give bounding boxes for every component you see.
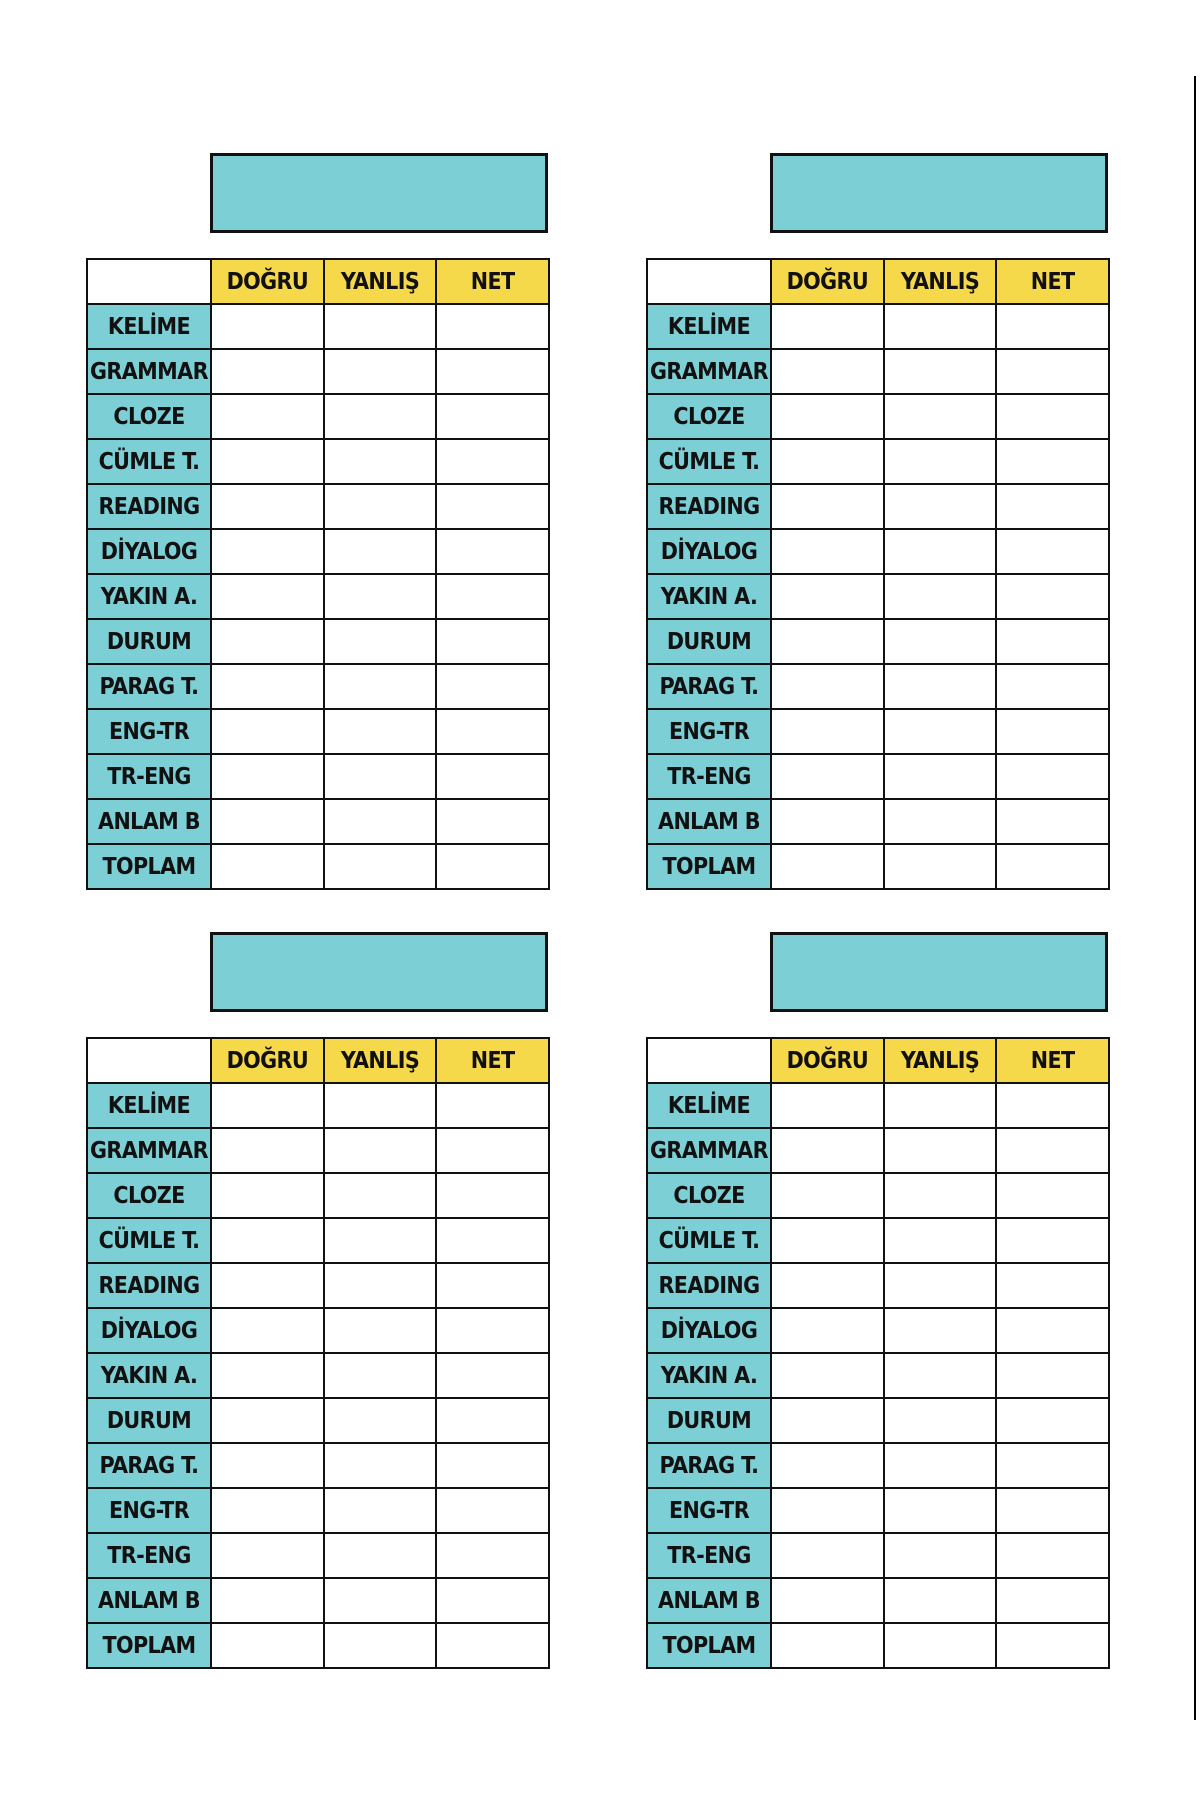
table-row <box>87 1308 549 1353</box>
table-row <box>647 1263 1109 1308</box>
row-label: DURUM <box>87 619 211 664</box>
score-entry-cell[interactable] <box>996 484 1109 529</box>
row-label: ANLAM B <box>647 799 771 844</box>
table-corner-cell <box>87 259 211 304</box>
table-corner-cell <box>87 1038 211 1083</box>
row-label: ENG-TR <box>647 1488 771 1533</box>
score-entry-cell[interactable] <box>436 754 549 799</box>
row-label: TOPLAM <box>87 844 211 889</box>
score-entry-cell[interactable] <box>996 1353 1109 1398</box>
score-entry-cell[interactable] <box>211 799 324 844</box>
score-entry-cell[interactable] <box>884 799 997 844</box>
score-entry-cell[interactable] <box>324 1578 437 1623</box>
score-entry-cell[interactable] <box>771 1128 884 1173</box>
score-entry-cell[interactable] <box>996 1128 1109 1173</box>
table-header-row <box>647 1038 1109 1083</box>
row-label: CÜMLE T. <box>87 439 211 484</box>
score-entry-cell[interactable] <box>324 709 437 754</box>
score-block-top-left <box>86 153 548 919</box>
row-label: GRAMMAR <box>647 349 771 394</box>
score-entry-cell[interactable] <box>436 1578 549 1623</box>
score-entry-cell[interactable] <box>436 709 549 754</box>
score-entry-cell[interactable] <box>324 1083 437 1128</box>
score-entry-cell[interactable] <box>436 664 549 709</box>
score-entry-cell[interactable] <box>324 1263 437 1308</box>
row-label: PARAG T. <box>647 664 771 709</box>
score-entry-cell[interactable] <box>324 574 437 619</box>
score-entry-cell[interactable] <box>996 1218 1109 1263</box>
row-label: DİYALOG <box>87 1308 211 1353</box>
score-entry-cell[interactable] <box>324 1488 437 1533</box>
score-entry-cell[interactable] <box>211 844 324 889</box>
score-entry-cell[interactable] <box>884 304 997 349</box>
score-entry-cell[interactable] <box>324 394 437 439</box>
table-row <box>87 754 549 799</box>
score-entry-cell[interactable] <box>436 1173 549 1218</box>
score-entry-cell[interactable] <box>996 439 1109 484</box>
score-entry-cell[interactable] <box>436 1263 549 1308</box>
row-label: PARAG T. <box>87 1443 211 1488</box>
row-label: DİYALOG <box>87 529 211 574</box>
table-row <box>647 1443 1109 1488</box>
score-entry-cell[interactable] <box>884 1443 997 1488</box>
row-label: YAKIN A. <box>647 574 771 619</box>
table-row <box>647 574 1109 619</box>
row-label: YAKIN A. <box>87 1353 211 1398</box>
row-label: ENG-TR <box>87 1488 211 1533</box>
table-row <box>87 709 549 754</box>
table-row <box>87 844 549 889</box>
row-label: DURUM <box>87 1398 211 1443</box>
column-header: YANLIŞ <box>324 1038 437 1083</box>
table-row <box>647 1578 1109 1623</box>
column-header: NET <box>996 1038 1109 1083</box>
score-entry-cell[interactable] <box>324 484 437 529</box>
table-header-row <box>87 259 549 304</box>
column-header: DOĞRU <box>771 259 884 304</box>
score-entry-cell[interactable] <box>436 439 549 484</box>
score-entry-cell[interactable] <box>996 529 1109 574</box>
score-entry-cell[interactable] <box>884 619 997 664</box>
block-title-box[interactable] <box>210 932 548 1012</box>
score-entry-cell[interactable] <box>771 484 884 529</box>
score-entry-cell[interactable] <box>324 754 437 799</box>
score-entry-cell[interactable] <box>771 1578 884 1623</box>
score-block-bottom-left <box>86 932 548 1698</box>
row-label: KELİME <box>87 1083 211 1128</box>
score-entry-cell[interactable] <box>771 1488 884 1533</box>
score-entry-cell[interactable] <box>771 304 884 349</box>
row-label: DİYALOG <box>647 529 771 574</box>
row-label: TR-ENG <box>647 754 771 799</box>
score-entry-cell[interactable] <box>211 709 324 754</box>
table-row <box>647 529 1109 574</box>
score-entry-cell[interactable] <box>211 439 324 484</box>
score-entry-cell[interactable] <box>436 1398 549 1443</box>
score-entry-cell[interactable] <box>996 574 1109 619</box>
score-entry-cell[interactable] <box>884 439 997 484</box>
score-entry-cell[interactable] <box>771 1083 884 1128</box>
score-entry-cell[interactable] <box>996 1398 1109 1443</box>
score-entry-cell[interactable] <box>211 754 324 799</box>
score-entry-cell[interactable] <box>771 664 884 709</box>
score-entry-cell[interactable] <box>996 1488 1109 1533</box>
table-row <box>87 1263 549 1308</box>
row-label: TR-ENG <box>647 1533 771 1578</box>
column-header: DOĞRU <box>771 1038 884 1083</box>
score-entry-cell[interactable] <box>996 1533 1109 1578</box>
row-label: ANLAM B <box>647 1578 771 1623</box>
score-entry-cell[interactable] <box>436 529 549 574</box>
row-label: PARAG T. <box>647 1443 771 1488</box>
table-row <box>87 664 549 709</box>
table-row <box>647 1533 1109 1578</box>
score-entry-cell[interactable] <box>324 1128 437 1173</box>
score-entry-cell[interactable] <box>884 484 997 529</box>
score-entry-cell[interactable] <box>324 1173 437 1218</box>
score-entry-cell[interactable] <box>771 1623 884 1668</box>
score-entry-cell[interactable] <box>211 1218 324 1263</box>
row-label: READING <box>647 484 771 529</box>
column-header: DOĞRU <box>211 259 324 304</box>
score-entry-cell[interactable] <box>211 1398 324 1443</box>
score-entry-cell[interactable] <box>884 574 997 619</box>
score-entry-cell[interactable] <box>884 1173 997 1218</box>
row-label: DURUM <box>647 1398 771 1443</box>
table-row <box>87 1578 549 1623</box>
row-label: TR-ENG <box>87 754 211 799</box>
score-entry-cell[interactable] <box>884 1623 997 1668</box>
score-entry-cell[interactable] <box>211 1128 324 1173</box>
score-entry-cell[interactable] <box>771 1263 884 1308</box>
row-label: READING <box>647 1263 771 1308</box>
table-row <box>647 1398 1109 1443</box>
score-entry-cell[interactable] <box>884 1218 997 1263</box>
score-entry-cell[interactable] <box>884 1488 997 1533</box>
row-label: CLOZE <box>87 1173 211 1218</box>
row-label: YAKIN A. <box>87 574 211 619</box>
table-row <box>87 1128 549 1173</box>
score-entry-cell[interactable] <box>996 709 1109 754</box>
table-row <box>87 529 549 574</box>
row-label: CÜMLE T. <box>87 1218 211 1263</box>
row-label: YAKIN A. <box>647 1353 771 1398</box>
score-entry-cell[interactable] <box>436 394 549 439</box>
row-label: CLOZE <box>647 1173 771 1218</box>
score-entry-cell[interactable] <box>996 1083 1109 1128</box>
score-entry-cell[interactable] <box>436 574 549 619</box>
score-entry-cell[interactable] <box>884 1578 997 1623</box>
score-entry-cell[interactable] <box>996 1308 1109 1353</box>
row-label: TOPLAM <box>647 1623 771 1668</box>
score-entry-cell[interactable] <box>771 1173 884 1218</box>
score-entry-cell[interactable] <box>436 1083 549 1128</box>
score-entry-cell[interactable] <box>211 1173 324 1218</box>
score-entry-cell[interactable] <box>771 844 884 889</box>
score-entry-cell[interactable] <box>324 439 437 484</box>
table-row <box>647 1308 1109 1353</box>
score-entry-cell[interactable] <box>884 349 997 394</box>
block-title-box[interactable] <box>210 153 548 233</box>
score-entry-cell[interactable] <box>884 754 997 799</box>
score-entry-cell[interactable] <box>436 484 549 529</box>
score-entry-cell[interactable] <box>771 394 884 439</box>
score-entry-cell[interactable] <box>324 1308 437 1353</box>
row-label: PARAG T. <box>87 664 211 709</box>
score-entry-cell[interactable] <box>884 529 997 574</box>
score-entry-cell[interactable] <box>996 1578 1109 1623</box>
table-row <box>87 1488 549 1533</box>
table-row <box>647 1083 1109 1128</box>
score-entry-cell[interactable] <box>884 844 997 889</box>
score-entry-cell[interactable] <box>884 1083 997 1128</box>
score-entry-cell[interactable] <box>324 844 437 889</box>
score-entry-cell[interactable] <box>884 1308 997 1353</box>
score-entry-cell[interactable] <box>771 349 884 394</box>
score-entry-cell[interactable] <box>324 304 437 349</box>
table-row <box>647 1128 1109 1173</box>
score-entry-cell[interactable] <box>996 1173 1109 1218</box>
row-label: GRAMMAR <box>87 349 211 394</box>
table-row <box>87 1353 549 1398</box>
score-entry-cell[interactable] <box>324 1353 437 1398</box>
score-entry-cell[interactable] <box>996 394 1109 439</box>
table-row <box>647 1173 1109 1218</box>
table-row <box>87 1443 549 1488</box>
row-label: DİYALOG <box>647 1308 771 1353</box>
score-entry-cell[interactable] <box>771 1308 884 1353</box>
row-label: CÜMLE T. <box>647 1218 771 1263</box>
score-entry-cell[interactable] <box>324 1623 437 1668</box>
table-row <box>647 1218 1109 1263</box>
row-label: CÜMLE T. <box>647 439 771 484</box>
score-entry-cell[interactable] <box>324 1398 437 1443</box>
score-entry-cell[interactable] <box>436 1128 549 1173</box>
table-row <box>647 1488 1109 1533</box>
score-entry-cell[interactable] <box>211 1578 324 1623</box>
score-entry-cell[interactable] <box>211 1308 324 1353</box>
table-row <box>87 1173 549 1218</box>
row-label: GRAMMAR <box>647 1128 771 1173</box>
score-entry-cell[interactable] <box>436 349 549 394</box>
score-entry-cell[interactable] <box>884 1128 997 1173</box>
table-row <box>647 304 1109 349</box>
column-header: NET <box>436 259 549 304</box>
score-table <box>646 258 1110 890</box>
row-label: READING <box>87 1263 211 1308</box>
score-entry-cell[interactable] <box>324 1218 437 1263</box>
score-entry-cell[interactable] <box>771 1398 884 1443</box>
score-entry-cell[interactable] <box>211 1083 324 1128</box>
score-entry-cell[interactable] <box>211 394 324 439</box>
score-entry-cell[interactable] <box>771 1443 884 1488</box>
score-entry-cell[interactable] <box>996 1623 1109 1668</box>
score-entry-cell[interactable] <box>771 709 884 754</box>
score-entry-cell[interactable] <box>884 1353 997 1398</box>
score-entry-cell[interactable] <box>771 754 884 799</box>
score-entry-cell[interactable] <box>211 529 324 574</box>
score-entry-cell[interactable] <box>996 349 1109 394</box>
table-row <box>87 619 549 664</box>
score-entry-cell[interactable] <box>211 574 324 619</box>
score-block-top-right <box>646 153 1108 919</box>
score-entry-cell[interactable] <box>436 799 549 844</box>
score-entry-cell[interactable] <box>436 844 549 889</box>
score-entry-cell[interactable] <box>996 799 1109 844</box>
score-entry-cell[interactable] <box>436 1533 549 1578</box>
row-label: KELİME <box>647 1083 771 1128</box>
score-entry-cell[interactable] <box>436 1623 549 1668</box>
table-row <box>647 439 1109 484</box>
score-entry-cell[interactable] <box>884 709 997 754</box>
score-entry-cell[interactable] <box>324 619 437 664</box>
table-row <box>87 394 549 439</box>
row-label: KELİME <box>647 304 771 349</box>
score-entry-cell[interactable] <box>884 1533 997 1578</box>
table-row <box>87 439 549 484</box>
column-header: NET <box>996 259 1109 304</box>
block-title-box[interactable] <box>770 153 1108 233</box>
score-table <box>646 1037 1110 1669</box>
score-entry-cell[interactable] <box>436 1443 549 1488</box>
score-entry-cell[interactable] <box>884 1263 997 1308</box>
table-row <box>647 1353 1109 1398</box>
row-label: DURUM <box>647 619 771 664</box>
column-header: NET <box>436 1038 549 1083</box>
table-row <box>87 484 549 529</box>
score-table <box>86 1037 550 1669</box>
score-entry-cell[interactable] <box>771 439 884 484</box>
row-label: READING <box>87 484 211 529</box>
table-row <box>87 1623 549 1668</box>
table-row <box>647 1623 1109 1668</box>
table-row <box>87 1533 549 1578</box>
table-row <box>647 844 1109 889</box>
table-corner-cell <box>647 1038 771 1083</box>
score-entry-cell[interactable] <box>996 844 1109 889</box>
row-label: CLOZE <box>87 394 211 439</box>
row-label: GRAMMAR <box>87 1128 211 1173</box>
score-entry-cell[interactable] <box>436 1353 549 1398</box>
score-entry-cell[interactable] <box>324 529 437 574</box>
score-entry-cell[interactable] <box>211 1623 324 1668</box>
score-entry-cell[interactable] <box>996 754 1109 799</box>
row-label: ENG-TR <box>87 709 211 754</box>
table-header-row <box>87 1038 549 1083</box>
table-header-row <box>647 259 1109 304</box>
table-row <box>647 799 1109 844</box>
score-entry-cell[interactable] <box>324 349 437 394</box>
score-entry-cell[interactable] <box>771 799 884 844</box>
score-entry-cell[interactable] <box>996 1263 1109 1308</box>
score-entry-cell[interactable] <box>884 664 997 709</box>
row-label: KELİME <box>87 304 211 349</box>
block-title-box[interactable] <box>770 932 1108 1012</box>
score-entry-cell[interactable] <box>211 304 324 349</box>
row-label: TOPLAM <box>647 844 771 889</box>
score-entry-cell[interactable] <box>771 1353 884 1398</box>
score-entry-cell[interactable] <box>996 664 1109 709</box>
score-entry-cell[interactable] <box>884 1398 997 1443</box>
score-entry-cell[interactable] <box>436 1308 549 1353</box>
score-entry-cell[interactable] <box>324 1533 437 1578</box>
score-table <box>86 258 550 890</box>
score-entry-cell[interactable] <box>771 1533 884 1578</box>
score-entry-cell[interactable] <box>211 664 324 709</box>
table-row <box>87 799 549 844</box>
score-entry-cell[interactable] <box>436 304 549 349</box>
table-row <box>647 484 1109 529</box>
row-label: CLOZE <box>647 394 771 439</box>
column-header: YANLIŞ <box>324 259 437 304</box>
score-entry-cell[interactable] <box>771 574 884 619</box>
score-entry-cell[interactable] <box>324 664 437 709</box>
score-entry-cell[interactable] <box>771 529 884 574</box>
score-entry-cell[interactable] <box>436 1218 549 1263</box>
row-label: ANLAM B <box>87 1578 211 1623</box>
table-row <box>647 619 1109 664</box>
score-block-bottom-right <box>646 932 1108 1698</box>
table-row <box>647 754 1109 799</box>
table-row <box>87 574 549 619</box>
row-label: TOPLAM <box>87 1623 211 1668</box>
score-entry-cell[interactable] <box>211 1443 324 1488</box>
table-row <box>647 349 1109 394</box>
column-header: YANLIŞ <box>884 1038 997 1083</box>
score-entry-cell[interactable] <box>211 1263 324 1308</box>
table-row <box>87 1083 549 1128</box>
score-entry-cell[interactable] <box>211 484 324 529</box>
score-entry-cell[interactable] <box>324 1443 437 1488</box>
score-entry-cell[interactable] <box>996 619 1109 664</box>
score-entry-cell[interactable] <box>436 1488 549 1533</box>
table-row <box>647 664 1109 709</box>
score-entry-cell[interactable] <box>996 304 1109 349</box>
score-entry-cell[interactable] <box>996 1443 1109 1488</box>
score-entry-cell[interactable] <box>771 619 884 664</box>
table-row <box>87 1398 549 1443</box>
table-row <box>87 349 549 394</box>
table-row <box>647 394 1109 439</box>
score-entry-cell[interactable] <box>211 619 324 664</box>
score-entry-cell[interactable] <box>771 1218 884 1263</box>
score-entry-cell[interactable] <box>436 619 549 664</box>
score-entry-cell[interactable] <box>211 1488 324 1533</box>
score-entry-cell[interactable] <box>211 349 324 394</box>
table-row <box>87 304 549 349</box>
row-label: ANLAM B <box>87 799 211 844</box>
score-entry-cell[interactable] <box>211 1533 324 1578</box>
score-entry-cell[interactable] <box>211 1353 324 1398</box>
table-corner-cell <box>647 259 771 304</box>
table-row <box>87 1218 549 1263</box>
column-header: YANLIŞ <box>884 259 997 304</box>
row-label: TR-ENG <box>87 1533 211 1578</box>
score-entry-cell[interactable] <box>884 394 997 439</box>
row-label: ENG-TR <box>647 709 771 754</box>
score-entry-cell[interactable] <box>324 799 437 844</box>
column-header: DOĞRU <box>211 1038 324 1083</box>
table-row <box>647 709 1109 754</box>
right-margin-rule <box>1194 76 1196 1720</box>
